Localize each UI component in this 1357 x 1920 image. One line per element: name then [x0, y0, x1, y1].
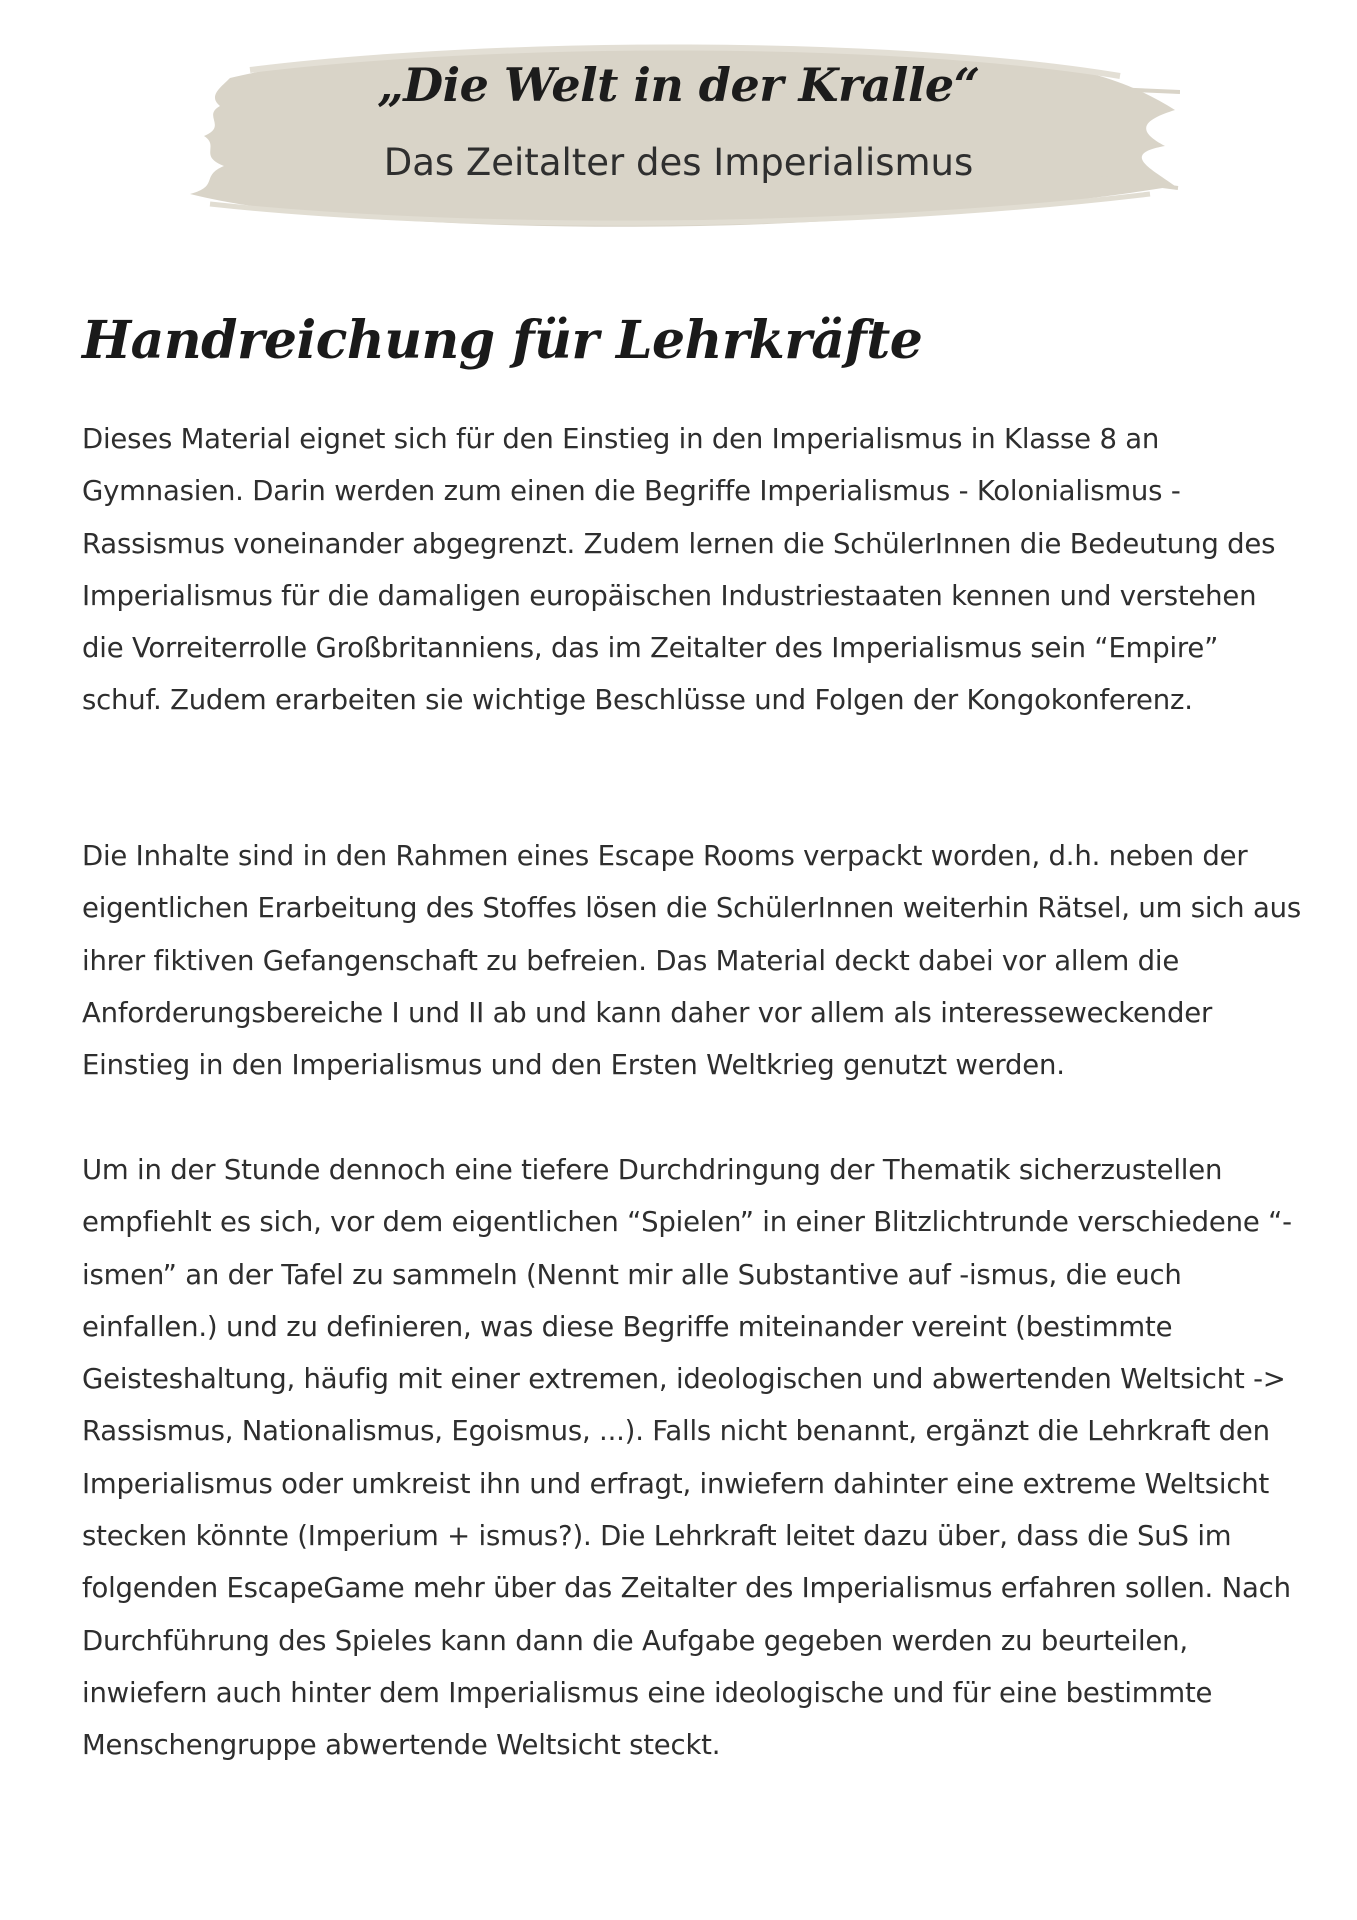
page-title: „Die Welt in der Kralle“ [377, 58, 980, 112]
paragraph-introduction: Dieses Material eignet sich für den Einstieg in den Imperialismus in Klasse 8 an Gymnasien. Darin werden zum einen die Begriffe Imperialismus - Kolonialismus - Rassismus voneinander abgegrenzt. Zudem lernen die SchülerInnen die Bedeutung des Imperialismus für die damaligen europäischen Industriestaaten kennen und verstehen die Vorreiterrolle Großbritanniens, das im Zeitalter des Imperialismus sein “Empire” schuf. Zudem erarbeiten sie wichtige Beschlüsse und Folgen der Kongokonferenz. [82, 423, 1276, 717]
brush-stroke-banner [190, 18, 1180, 248]
paragraph-escape-room: Die Inhalte sind in den Rahmen eines Escape Rooms verpackt worden, d.h. neben der eigentlichen Erarbeitung des Stoffes lösen die SchülerInnen weiterhin Rätsel, um sich aus ihrer fiktiven Gefangenschaft zu befreien. Das Material deckt dabei vor allem die Anforderungsbereiche I und II ab und kann daher vor allem als interesseweckender Einstieg in den Imperialismus und den Ersten Weltkrieg genutzt werden. [82, 840, 1301, 1082]
page-subtitle: Das Zeitalter des Imperialismus [383, 141, 974, 184]
section-heading: Handreichung für Lehrkräfte [82, 310, 923, 371]
paragraph-lesson-guidance: Um in der Stunde dennoch eine tiefere Durchdringung der Thematik sicherzustellen empfiehlt es sich, vor dem eigentlichen “Spielen” in einer Blitzlichtrunde verschiedene “-ismen” an der Tafel zu sammeln (Nennt mir alle Substantive auf -ismus, die euch einfallen.) und zu definieren, was diese Begriffe miteinander vereint (bestimmte Geisteshaltung, häufig mit einer extremen, ideologischen und abwertenden Weltsicht -> Rassismus, Nationalismus, Egoismus, ...). Falls nicht benannt, ergänzt die Lehrkraft den Imperialismus oder umkreist ihn und erfragt, inwiefern dahinter eine extreme Weltsicht stecken könnte (Imperium + ismus?). Die Lehrkraft leitet dazu über, dass die SuS im folgenden EscapeGame mehr über das Zeitalter des Imperialismus erfahren sollen. Nach Durchführung des Spieles kann dann die Aufgabe gegeben werden zu beurteilen, inwiefern auch hinter dem Imperialismus eine ideologische und für eine bestimmte Menschengruppe abwertende Weltsicht steckt. [82, 1154, 1292, 1762]
